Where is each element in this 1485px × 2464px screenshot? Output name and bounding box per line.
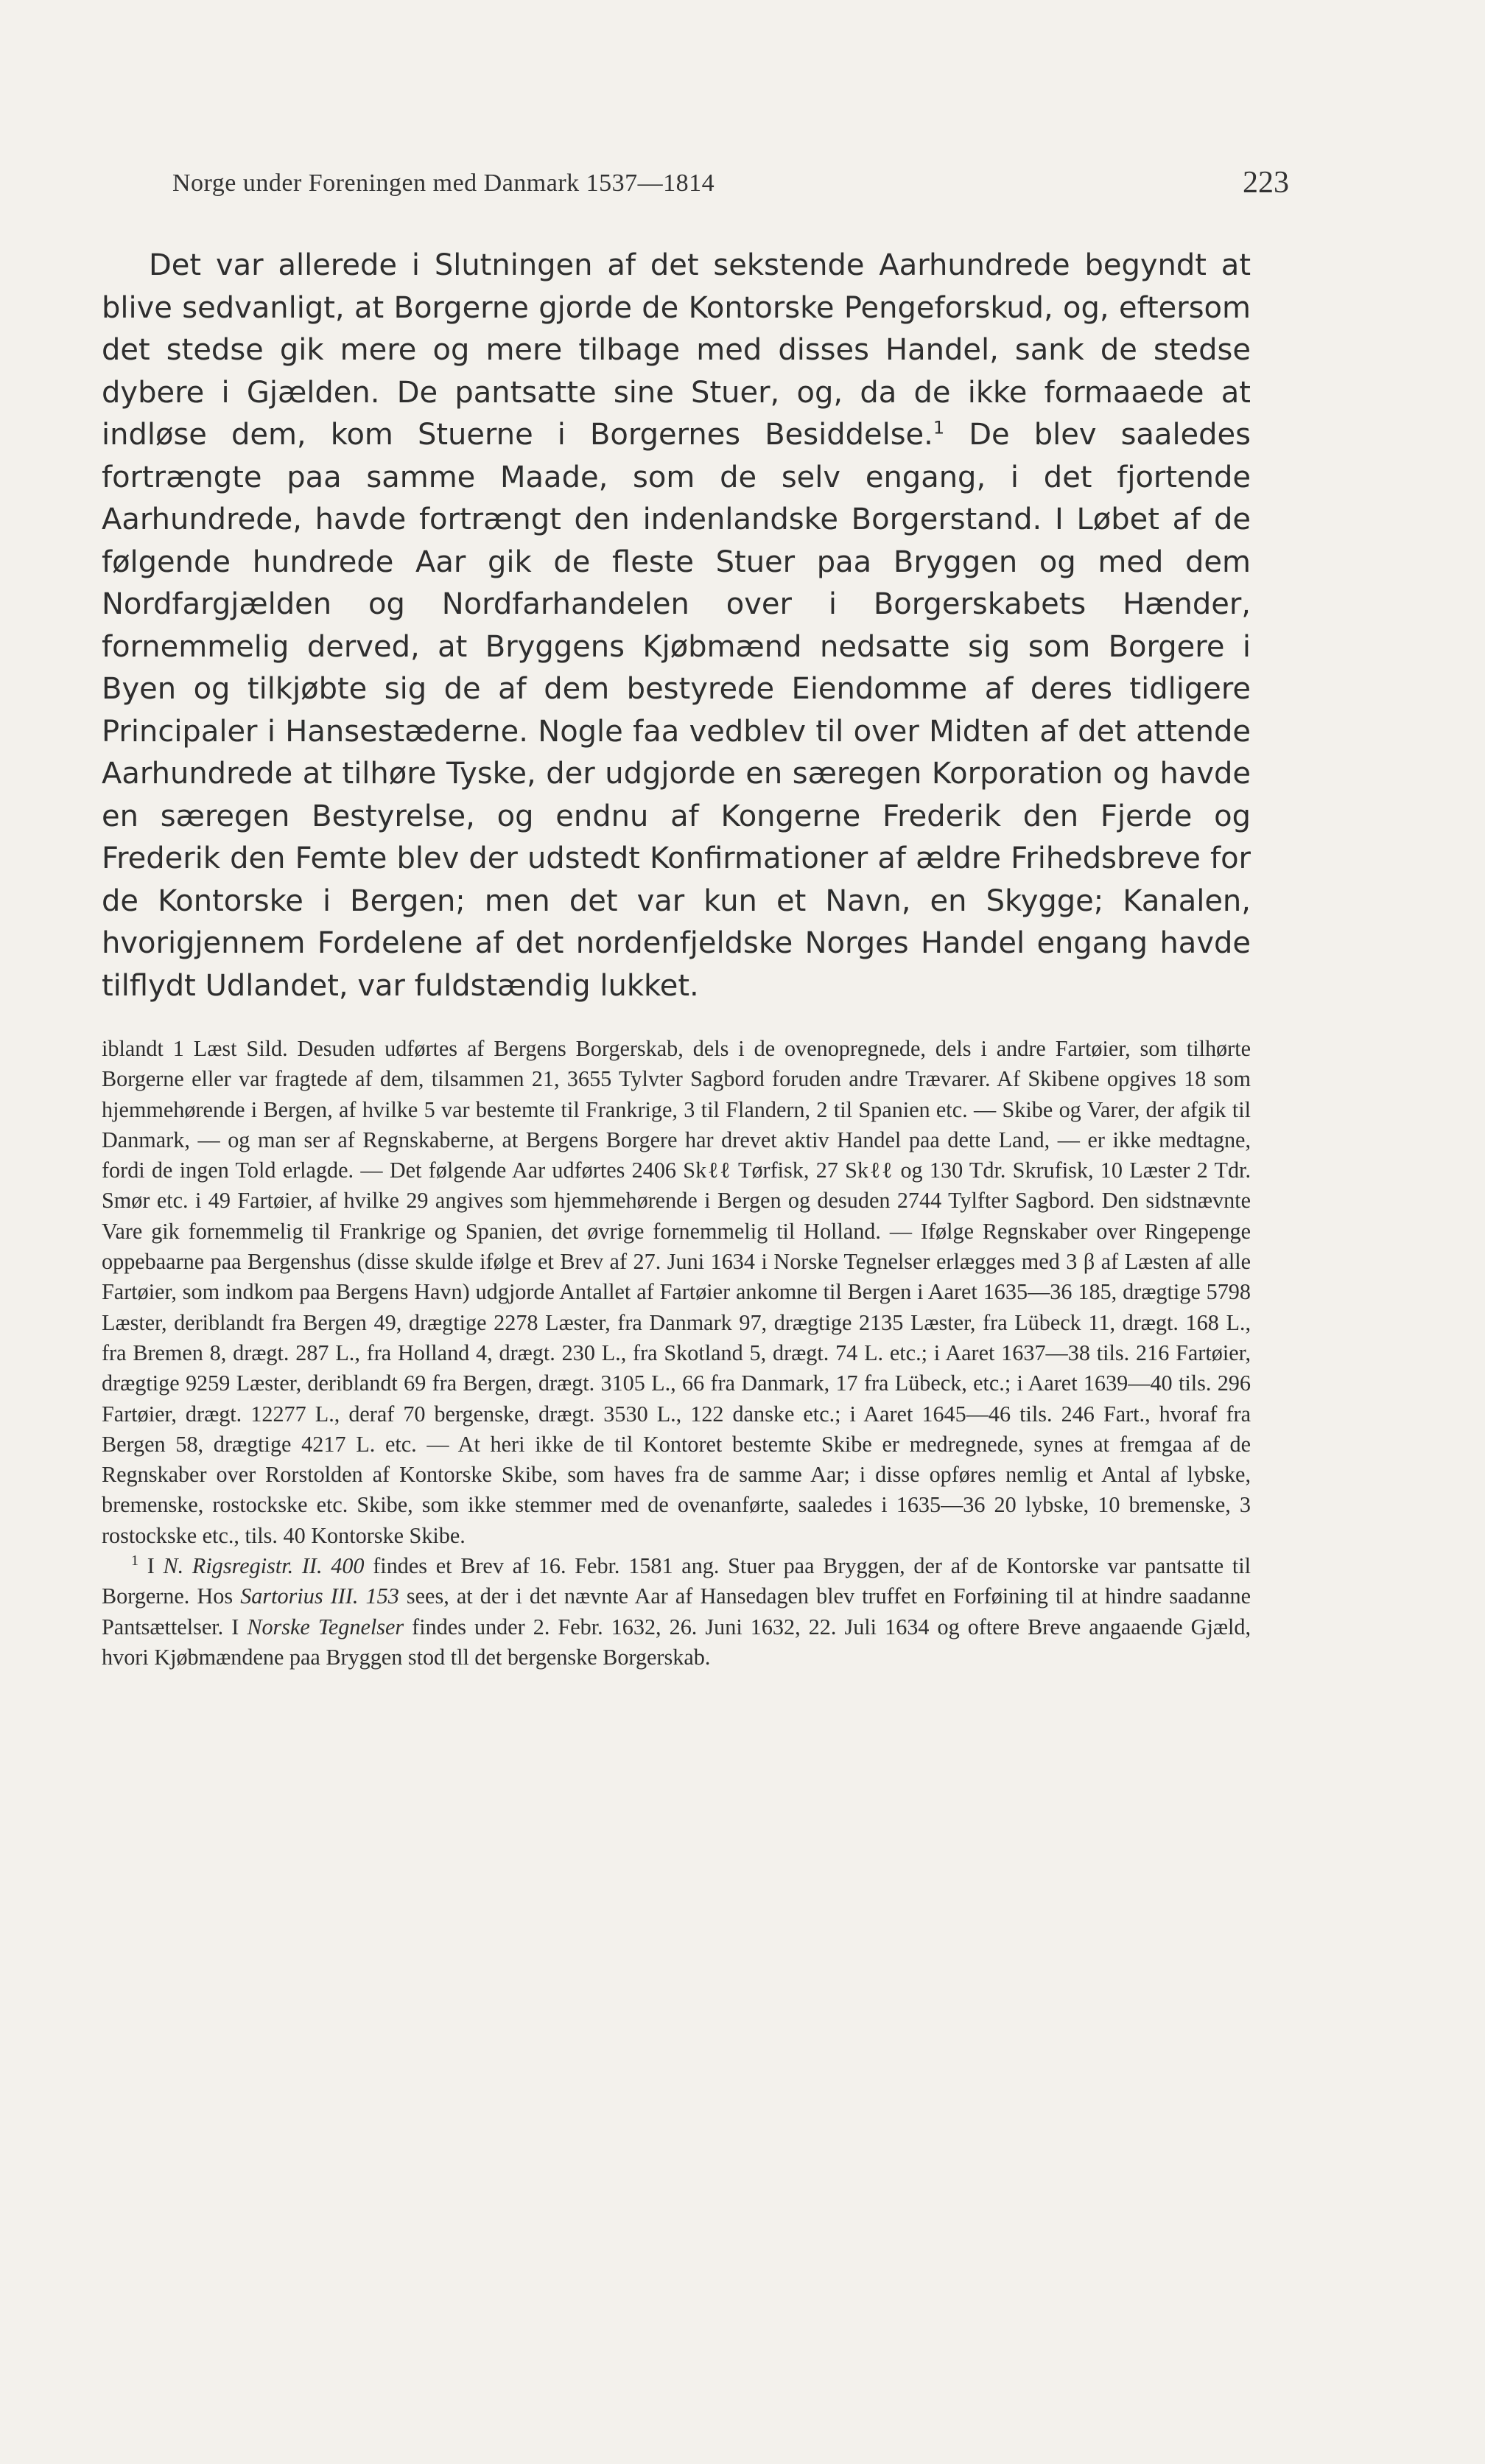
main-text-part2: De blev saaledes fortrængte paa samme Maade, som de selv engang, i det fjortende Aarhundrede, havde fortrængt den indenlandske Borgerstand. I Løbet af de følgende hundrede Aar gik de fleste Stuer paa Bryggen og med dem Nordfargjælden og Nordfarhandelen over i Borgerskabets Hænder, fornemmelig derved, at Bryggens Kjøbmænd nedsatte sig som Borgere i Byen og tilkjøbte sig de af dem bestyrede Eiendomme af deres tidligere Principaler i Hansestæderne. Nogle faa vedblev til over Midten af det attende Aarhundrede at tilhøre Tyske, der udgjorde en særegen Korporation og havde en særegen Bestyrelse, og endnu af Kongerne Frederik den Fjerde og Frederik den Femte blev der udstedt Konfirmationer af ældre Frihedsbreve for de Kontorske i Bergen; men det var kun et Navn, en Skygge; Kanalen, hvorigjennem Fordelene af det nordenfjeldske Norges Handel engang havde tilflydt Udlandet, var fuldstændig lukket. <box>102 418 1251 1003</box>
footnote-text-3: sees, at der i det nævnte Aar af Hansedagen blev truffet en Forføining til at hindre saadanne Pantsættelser. I <box>102 1583 1251 1639</box>
footnote-text-1: I <box>138 1553 164 1579</box>
main-text-part1: Det var allerede i Slutningen af det sekstende Aarhundrede begyndt at blive sedvanligt, at Borgerne gjorde de Kontorske Pengeforskud, og, eftersom det stedse gik mere og mere tilbage med disses Handel, sank de stedse dybere i Gjælden. De pantsatte sine Stuer, og, da de ikke formaaede at indløse dem, kom Stuerne i Borgernes Besiddelse. <box>102 248 1251 452</box>
main-paragraph <box>102 245 1251 1007</box>
footnote-1 <box>102 1551 1251 1673</box>
footnote-citation-1: N. Rigsregistr. II. 400 <box>163 1553 365 1579</box>
book-page <box>102 162 1289 1673</box>
continued-note: iblandt 1 Læst Sild. Desuden udførtes af Bergens Borgerskab, dels i de ovenopregnede, dels i andre Fartøier, som tilhørte Borgerne eller var fragtede af dem, tilsammen 21, 3655 Tylvter Sagbord foruden andre Trævarer. Af Skibene opgives 18 som hjemmehørende i Bergen, af hvilke 5 var bestemte til Frankrige, 3 til Flandern, 2 til Spanien etc. — Skibe og Varer, der afgik til Danmark, — og man ser af Regnskaberne, at Bergens Borgere har drevet aktiv Handel paa dette Land, — er ikke medtagne, fordi de ingen Told erlagde. — Det følgende Aar udførtes 2406 Skℓℓ Tørfisk, 27 Skℓℓ og 130 Tdr. Skrufisk, 10 Læster 2 Tdr. Smør etc. i 49 Fartøier, af hvilke 29 angives som hjemmehørende i Bergen og desuden 2744 Tylfter Sagbord. Den sidstnævnte Vare gik fornemmelig til Frankrige og Spanien, det øvrige fornemmelig til Holland. — Ifølge Regnskaber over Ringepenge oppebaarne paa Bergenshus (disse skulde ifølge et Brev af 27. Juni 1634 i Norske Tegnelser erlægges med 3 β af Læsten af alle Fartøier, som indkom paa Bergens Havn) udgjorde Antallet af Fartøier ankomne til Bergen i Aaret 1635—36 185, drægtige 5798 Læster, deriblandt fra Bergen 49, drægtige 2278 Læster, fra Danmark 97, drægtige 2135 Læster, fra Lübeck 11, drægt. 168 L., fra Bremen 8, drægt. 287 L., fra Holland 4, drægt. 230 L., fra Skotland 5, drægt. 74 L. etc.; i Aaret 1637—38 tils. 216 Fartøier, drægtige 9259 Læster, deriblandt 69 fra Bergen, drægt. 3105 L., 66 fra Danmark, 17 fra Lübeck, etc.; i Aaret 1639—40 tils. 296 Fartøier, drægt. 12277 L., deraf 70 bergenske, drægt. 3530 L., 122 danske etc.; i Aaret 1645—46 tils. 246 Fart., hvoraf fra Bergen 58, drægtige 4217 L. etc. — At heri ikke de til Kontoret bestemte Skibe er medregnede, synes at fremgaa af de Regnskaber over Rorstolden af Kontorske Skibe, som haves fra de samme Aar; i disse opføres nemlig et Antal af lybske, bremenske, rostockske etc. Skibe, som ikke stemmer med de ovenanførte, saaledes i 1635—36 20 lybske, 10 bremenske, 3 rostockske etc., tils. 40 Kontorske Skibe. <box>102 1036 1251 1548</box>
running-title: Norge under Foreningen med Danmark 1537—1814 <box>172 169 715 197</box>
notes-section <box>102 1034 1251 1673</box>
footnote-citation-2: Sartorius III. 153 <box>240 1583 399 1609</box>
footnote-citation-3: Norske Tegnelser <box>247 1614 404 1639</box>
page-header <box>102 162 1289 206</box>
footnote-text-4: findes under 2. Febr. 1632, 26. Juni 1632, 22. Juli 1634 og oftere Breve angaaende Gjæld, hvori Kjøbmændene paa Bryggen stod tll det bergenske Borgerskab. <box>102 1614 1251 1670</box>
page-number: 223 <box>1243 166 1289 200</box>
footnote-text-2: findes et Brev af 16. Febr. 1581 ang. Stuer paa Bryggen, der af de Kontorske var pantsatte til Borgerne. Hos <box>102 1553 1251 1609</box>
footnote-marker: 1 <box>131 1552 138 1569</box>
footnote-reference: 1 <box>933 417 945 438</box>
